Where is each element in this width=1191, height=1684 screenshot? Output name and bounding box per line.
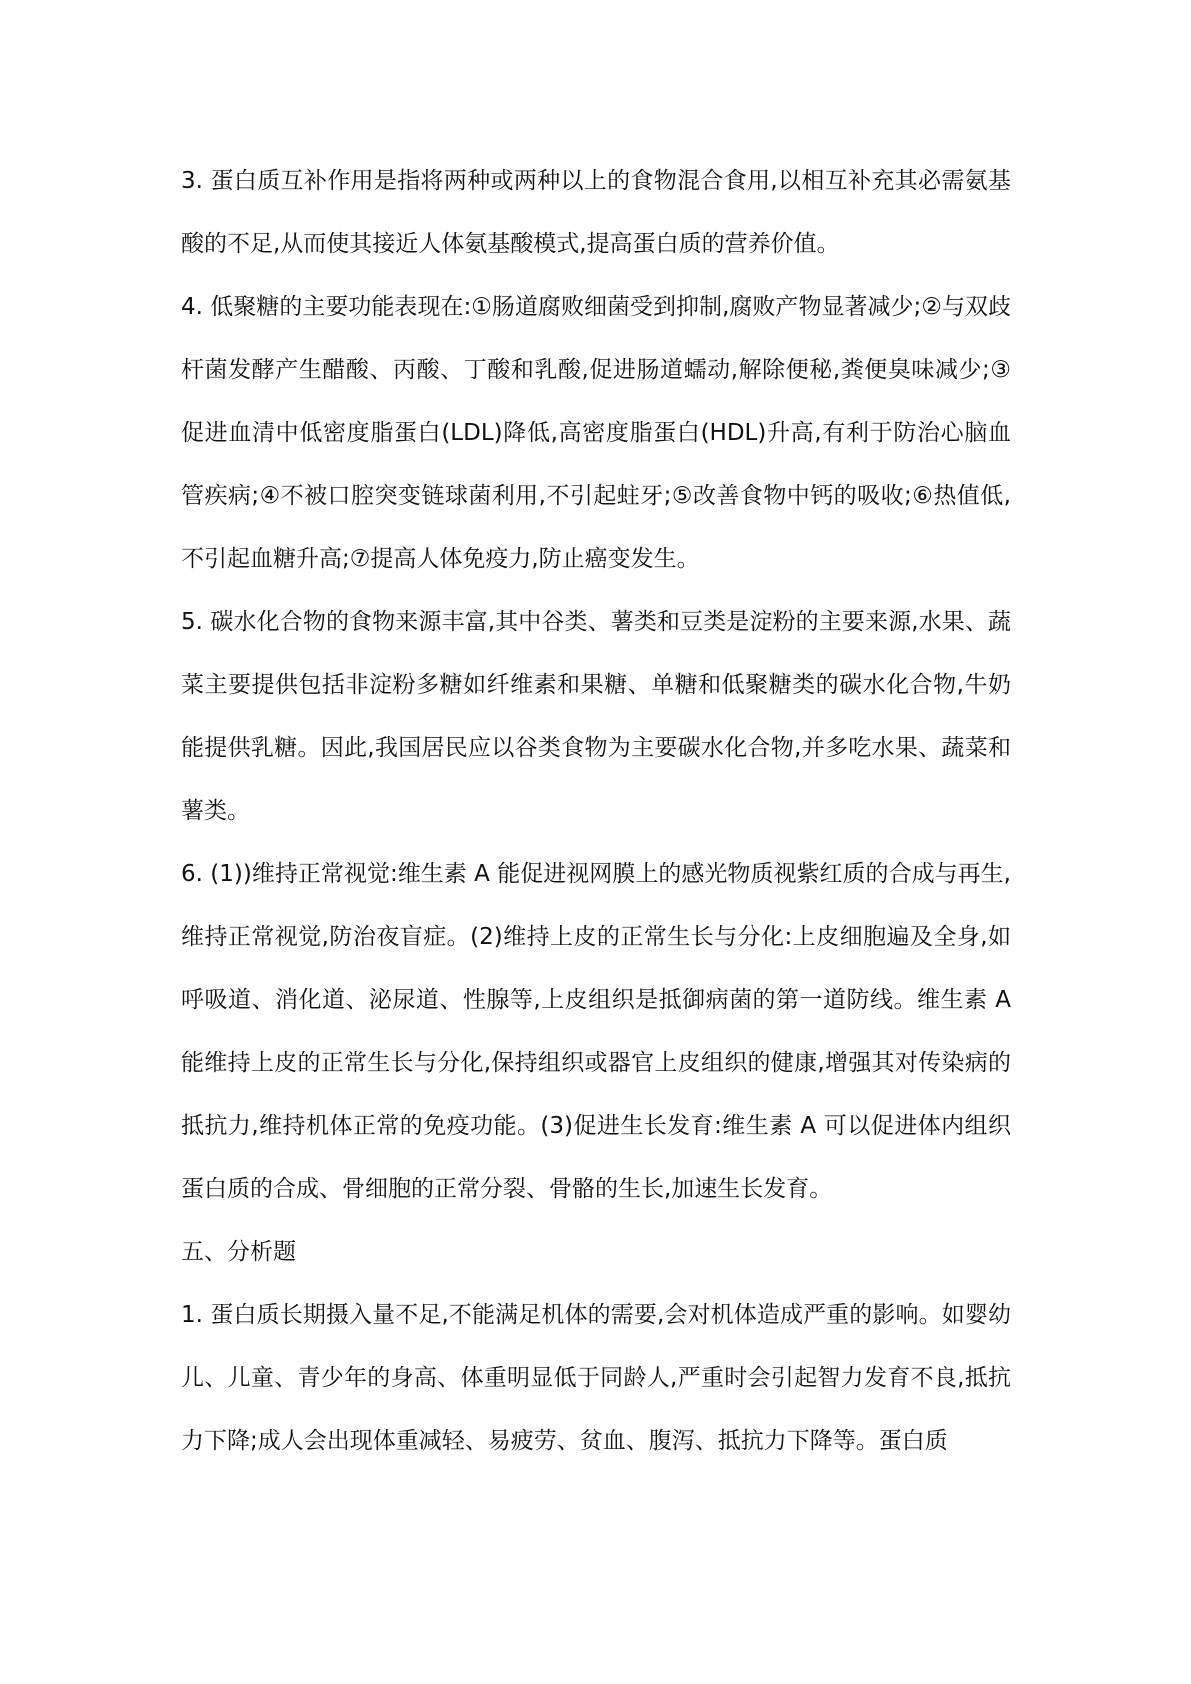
paragraph-q3: 3. 蛋白质互补作用是指将两种或两种以上的食物混合食用,以相互补充其必需氨基酸的不足,从而使其接近人体氨基酸模式,提高蛋白质的营养价值。 bbox=[181, 168, 1011, 257]
paragraph-q5: 5. 碳水化合物的食物来源丰富,其中谷类、薯类和豆类是淀粉的主要来源,水果、蔬菜主要提供包括非淀粉多糖如纤维素和果糖、单糖和低聚糖类的碳水化合物,牛奶能提供乳糖。因此,我国居民应以谷类食物为主要碳水化合物,并多吃水果、蔬菜和薯类。 bbox=[181, 609, 1011, 824]
paragraph-q6: 6. (1))维持正常视觉:维生素 A 能促进视网膜上的感光物质视紫红质的合成与再生,维持正常视觉,防治夜盲症。(2)维持上皮的正常生长与分化:上皮细胞遍及全身,如呼吸道、消化道、泌尿道、性腺等,上皮组织是抵御病菌的第一道防线。维生素 A 能维持上皮的正常生长与分化,保持组织或器官上皮组织的健康,增强其对传染病的抵抗力,维持机体正常的免疫功能。(3)促进生长发育:维生素 A 可以促进体内组织蛋白质的合成、骨细胞的正常分裂、骨骼的生长,加速生长发育。 bbox=[181, 861, 1011, 1202]
paragraph-q4: 4. 低聚糖的主要功能表现在:①肠道腐败细菌受到抑制,腐败产物显著减少;②与双歧杆菌发酵产生醋酸、丙酸、丁酸和乳酸,促进肠道蠕动,解除便秘,粪便臭味减少;③促进血清中低密度脂蛋白(LDL)降低,高密度脂蛋白(HDL)升高,有利于防治心脑血管疾病;④不被口腔突变链球菌利用,不引起蛀牙;⑤改善食物中钙的吸收;⑥热值低,不引起血糖升高;⑦提高人体免疫力,防止癌变发生。 bbox=[181, 294, 1011, 572]
document-body bbox=[181, 150, 1011, 1473]
section-heading: 五、分析题 bbox=[181, 1239, 296, 1265]
paragraph-analysis-1: 1. 蛋白质长期摄入量不足,不能满足机体的需要,会对机体造成严重的影响。如婴幼儿、儿童、青少年的身高、体重明显低于同龄人,严重时会引起智力发育不良,抵抗力下降;成人会出现体重减轻、易疲劳、贫血、腹泻、抵抗力下降等。蛋白质 bbox=[181, 1302, 1011, 1454]
